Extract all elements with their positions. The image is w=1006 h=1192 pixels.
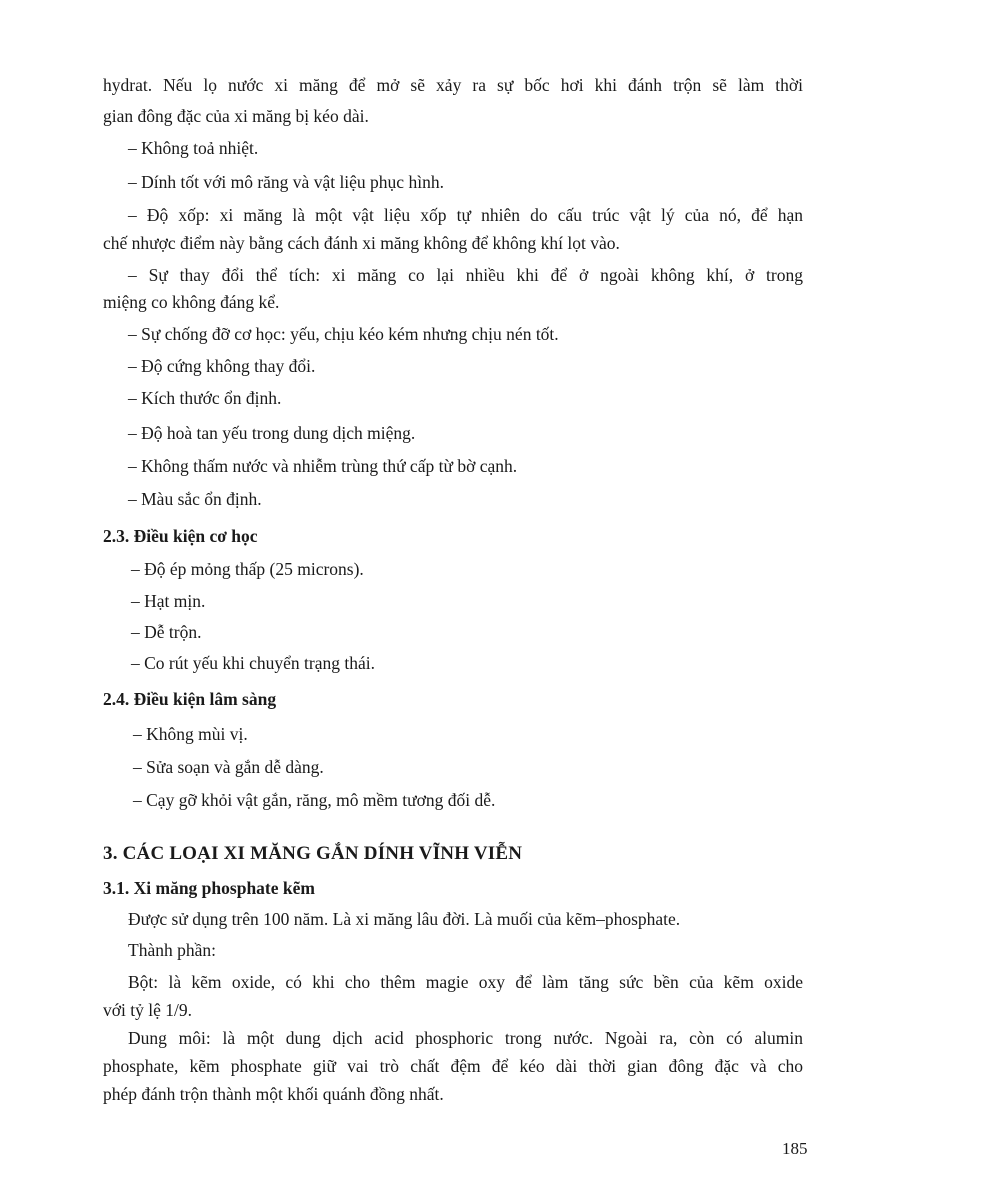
list-item: – Sự chống đỡ cơ học: yếu, chịu kéo kém nhưng chịu nén tốt. (128, 324, 559, 344)
page-number: 185 (782, 1139, 808, 1158)
paragraph-line: Dung môi: là một dung dịch acid phosphoric trong nước. Ngoài ra, còn có alumin (128, 1028, 803, 1048)
chapter-heading-3: 3. CÁC LOẠI XI MĂNG GẮN DÍNH VĨNH VIỄN (103, 843, 523, 864)
paragraph-line: Được sử dụng trên 100 năm. Là xi măng lâu đời. Là muối của kẽm–phosphate. (128, 909, 681, 929)
section-heading-2-4: 2.4. Điều kiện lâm sàng (103, 689, 277, 709)
paragraph-line: miệng co không đáng kể. (103, 292, 280, 312)
section-heading-3-1: 3.1. Xi măng phosphate kẽm (103, 878, 315, 898)
paragraph-line: Bột: là kẽm oxide, có khi cho thêm magie oxy để làm tăng sức bền của kẽm oxide (128, 972, 803, 992)
list-item: – Hạt mịn. (131, 591, 206, 611)
list-item: – Độ cứng không thay đổi. (128, 356, 316, 376)
list-item: – Màu sắc ổn định. (128, 489, 262, 509)
list-item: – Độ hoà tan yếu trong dung dịch miệng. (128, 423, 416, 443)
list-item: – Cạy gỡ khỏi vật gắn, răng, mô mềm tương đối dễ. (133, 790, 496, 810)
paragraph-line: Thành phần: (128, 940, 216, 960)
list-item: – Độ xốp: xi măng là một vật liệu xốp tự nhiên do cấu trúc vật lý của nó, để hạn (128, 205, 803, 225)
list-item: – Không mùi vị. (133, 724, 248, 744)
list-item: – Sự thay đổi thể tích: xi măng co lại nhiều khi để ở ngoài không khí, ở trong (128, 265, 803, 285)
paragraph-line: chế nhược điểm này bằng cách đánh xi măng không để không khí lọt vào. (103, 233, 620, 253)
list-item: – Kích thước ổn định. (128, 388, 282, 408)
list-item: – Dễ trộn. (131, 622, 202, 642)
list-item: – Độ ép mỏng thấp (25 microns). (131, 559, 364, 579)
paragraph-line: phosphate, kẽm phosphate giữ vai trò chất đệm để kéo dài thời gian đông đặc và cho (103, 1056, 803, 1076)
list-item: – Co rút yếu khi chuyển trạng thái. (131, 653, 375, 673)
list-item: – Dính tốt với mô răng và vật liệu phục hình. (128, 172, 444, 192)
list-item: – Không thấm nước và nhiễm trùng thứ cấp từ bờ cạnh. (128, 456, 518, 476)
section-heading-2-3: 2.3. Điều kiện cơ học (103, 526, 258, 546)
paragraph-line: gian đông đặc của xi măng bị kéo dài. (103, 106, 369, 126)
paragraph-line: với tỷ lệ 1/9. (103, 1000, 192, 1020)
list-item: – Sửa soạn và gắn dễ dàng. (133, 757, 324, 777)
list-item: – Không toả nhiệt. (128, 138, 259, 158)
paragraph-line: hydrat. Nếu lọ nước xi măng để mở sẽ xảy ra sự bốc hơi khi đánh trộn sẽ làm thời (103, 75, 803, 95)
paragraph-line: phép đánh trộn thành một khối quánh đồng nhất. (103, 1084, 444, 1104)
